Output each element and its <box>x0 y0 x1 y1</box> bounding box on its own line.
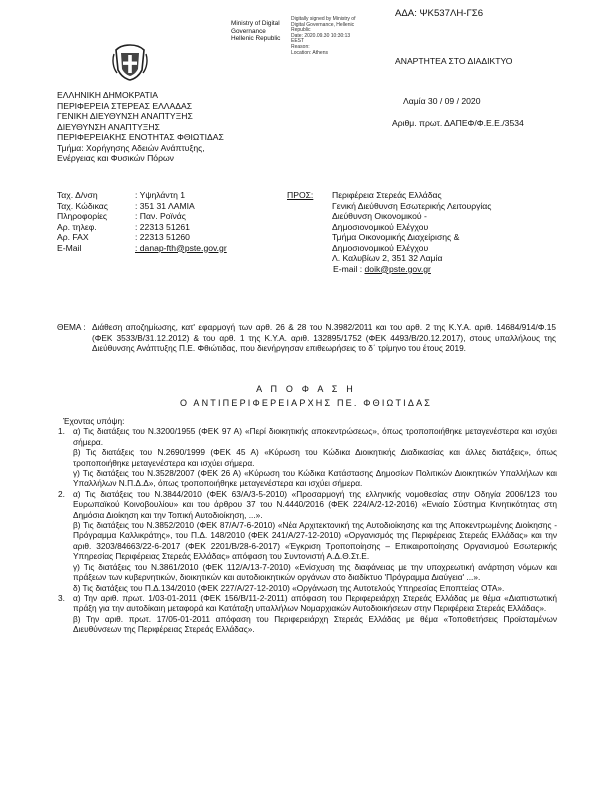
subject-label: ΘΕΜΑ : <box>57 322 86 332</box>
list-item: 1. α) Τις διατάξεις του Ν.3200/1955 (ΦΕΚ 97 Α) «Περί διοικητικής αποκεντρώσεως», όπως τροποποιήθηκε μεταγενέστερα και ισχύει σήμερα. β) Τις διατάξεις του Ν.2690/1999 (ΦΕΚ 45 Α) «Κύρωση του Κώδικα Διοικητικής Διαδικασίας και άλλες διατάξεις», όπως τροποποιήθηκε μεταγενέστερα και ισχύει σήμερα. γ) Τις διατάξεις του Ν.3528/2007 (ΦΕΚ 26 Α) «Κύρωση του Κώδικα Κατάστασης Δημοσίων Πολιτικών Διοικητικών Υπαλλήλων και Υπαλλήλων Ν.Π.Δ.Δ», όπως τροποποιήθηκε μεταγενέστερα και ισχύει σήμερα. <box>58 426 557 489</box>
protocol-number: Αριθμ. πρωτ. ΔΑΠΕΦ/Φ.Ε.Ε./3534 <box>392 117 524 128</box>
issuing-authority: ΕΛΛΗΝΙΚΗ ΔΗΜΟΚΡΑΤΙΑ ΠΕΡΙΦΕΡΕΙΑ ΣΤΕΡΕΑΣ ΕΛΛΑΔΑΣ ΓΕΝΙΚΗ ΔΙΕΥΘΥΝΣΗ ΑΝΑΠΤΥΞΗΣ ΔΙΕΥΘΥΝΣΗ ΑΝΑΠΤΥΞΗΣ ΠΕΡΙΦΕΡΕΙΑΚΗΣ ΕΝΟΤΗΤΑΣ ΦΘΙΩΤΙΔΑΣ Τμήμα: Χορήγησης Αδειών Ανάπτυξης, Ενέργειας και Φυσικών Πόρων <box>57 90 224 163</box>
date-block <box>392 96 560 128</box>
recipient-label: ΠΡΟΣ: <box>287 190 314 200</box>
subject-text: Διάθεση αποζημίωσης, κατ' εφαρμογή των αρθ. 26 & 28 του Ν.3982/2011 και του αρθ. 2 της Κ.Υ.Α. αριθ. 14684/914/Φ.15 (ΦΕΚ 3533/Β/31.12.2012) & του αρθ. 1 της Κ.Υ.Α. αριθ. 132895/1752 (ΦΕΚ 4493/Β/20.12.2017), στους υπαλλήλους της Διεύθυνσης Ανάπτυξης Π.Ε. Φθιώτιδας, που διενήργησαν επιθεωρήσεις το δ΄ τρίμηνο του έτους 2019. <box>92 322 556 354</box>
email-link[interactable]: : danap-fth@pste.gov.gr <box>135 242 227 253</box>
contact-row: Πληροφορίες : Παν. Ροϊνάς <box>57 211 186 221</box>
digital-signature-details: Digitally signed by Ministry of Digital Governance, Hellenic Republic Date: 2020.09.30 10:30:13 EEST Reason: Location: Athens <box>291 16 356 56</box>
digital-signature-name: Ministry of Digital Governance Hellenic Republic <box>231 20 281 43</box>
posted-notice: ΑΝΑΡΤΗΤΕΑ ΣΤΟ ΔΙΑΔΙΚΤΥΟ <box>395 56 513 66</box>
contact-row: Αρ. FAX : 22313 51260 <box>57 232 190 242</box>
decision-title: Α Π Ο Φ Α Σ Η <box>256 384 356 394</box>
contact-row: Ταχ. Δ/νση : Υψηλάντη 1 <box>57 190 186 200</box>
greek-seal-icon <box>112 42 148 82</box>
list-item: 2. α) Τις διατάξεις του Ν.3844/2010 (ΦΕΚ 63/Α/3-5-2010) «Προσαρμογή της ελληνικής νομοθεσίας στην Οδηγία 2006/123 του Ευρωπαϊκού Κοινοβουλίου» και του άρθρου 37 του Ν.4440/2016 (ΦΕΚ 224/Α/2-12-2016) «Ενιαίο Σύστημα Κινητικότητας στη Δημόσια Διοίκηση και την Τοπική Αυτοδιοίκηση, ...». β) Τις διατάξεις του Ν.3852/2010 (ΦΕΚ 87/Α/7-6-2010) «Νέα Αρχιτεκτονική της Αυτοδιοίκησης και της Αποκεντρωμένης Διοίκησης - Πρόγραμμα Καλλικράτης», του Π.Δ. 148/2010 (ΦΕΚ 241/Α/27-12-2010) «Οργανισμός της Περιφέρειας Στερεάς Ελλάδας» και την αριθ. 3203/84663/22-6-2017 (ΦΕΚ 2201/Β/28-6-2017) «Έγκριση Τροποποίησης – Επικαιροποίησης Οργανισμού Εσωτερικής Υπηρεσίας Περιφέρειας Στερεάς Ελλάδας» απόφαση του Συντονιστή Α.Δ.Θ.Στ.Ε. γ) Τις διατάξεις του Ν.3861/2010 (ΦΕΚ 112/Α/13-7-2010) «Ενίσχυση της διαφάνειας με την υποχρεωτική ανάρτηση νόμων και πράξεων των κυβερνητικών, διοικητικών και αυτοδιοικητικών οργάνων στο διαδίκτυο 'Πρόγραμμα Διαύγεια' ...». δ) Τις διατάξεις του Π.Δ.134/2010 (ΦΕΚ 227/Α/27-12-2010) «Οργάνωση της Αυτοτελούς Υπηρεσίας Εποπτείας ΟΤΑ». <box>58 488 557 593</box>
decision-authority: Ο ΑΝΤΙΠΕΡΙΦΕΡΕΙΑΡΧΗΣ ΠΕ. ΦΘΙΩΤΙΔΑΣ <box>179 398 433 408</box>
contact-row: Ταχ. Κώδικας : 351 31 ΛΑΜΙΑ <box>57 200 195 211</box>
contact-details <box>57 190 285 253</box>
recipient-address: Περιφέρεια Στερεάς Ελλάδας Γενική Διεύθυνση Εσωτερικής Λειτουργίας Διεύθυνση Οικονομικού - Δημοσιονομικού Ελέγχου Τμήμα Οικονομικής Διαχείρισης & Δημοσιονομικού Ελέγχου Λ. Καλυβίων 2, 351 32 Λαμία E-mail : doik@pste.gov.gr <box>332 190 492 274</box>
ada-code: ΑΔΑ: ΨΚ537ΛΗ-ΓΣ6 <box>395 8 484 19</box>
document-date: Λαμία 30 / 09 / 2020 <box>403 96 481 106</box>
body-intro: Έχοντας υπόψη: <box>63 416 125 426</box>
list-item: 3. α) Την αριθ. πρωτ. 1/03-01-2011 (ΦΕΚ 156/Β/11-2-2011) απόφαση του Περιφερειάρχη Στερεάς Ελλάδας με θέμα «Διαπιστωτική πράξη για την αυτοδίκαιη μεταφορά και Κατάταξη υπαλλήλων Νομαρχιακών Αυτοδιοικήσεων στην Περιφέρεια Στερεάς Ελλάδας». β) Την αριθ. πρωτ. 17/05-01-2011 απόφαση του Περιφερειάρχη Στερεάς Ελλάδας με θέμα «Τοποθετήσεις Προϊσταμένων Διευθύνσεων της Περιφέρειας Στερεάς Ελλάδας». <box>58 592 557 635</box>
recipient-email-link[interactable]: doik@pste.gov.gr <box>364 263 431 274</box>
contact-row: Αρ. τηλεφ. : 22313 51261 <box>57 221 190 232</box>
decision-body <box>57 416 557 635</box>
contact-row: E-Mail : danap-fth@pste.gov.gr <box>57 243 285 254</box>
